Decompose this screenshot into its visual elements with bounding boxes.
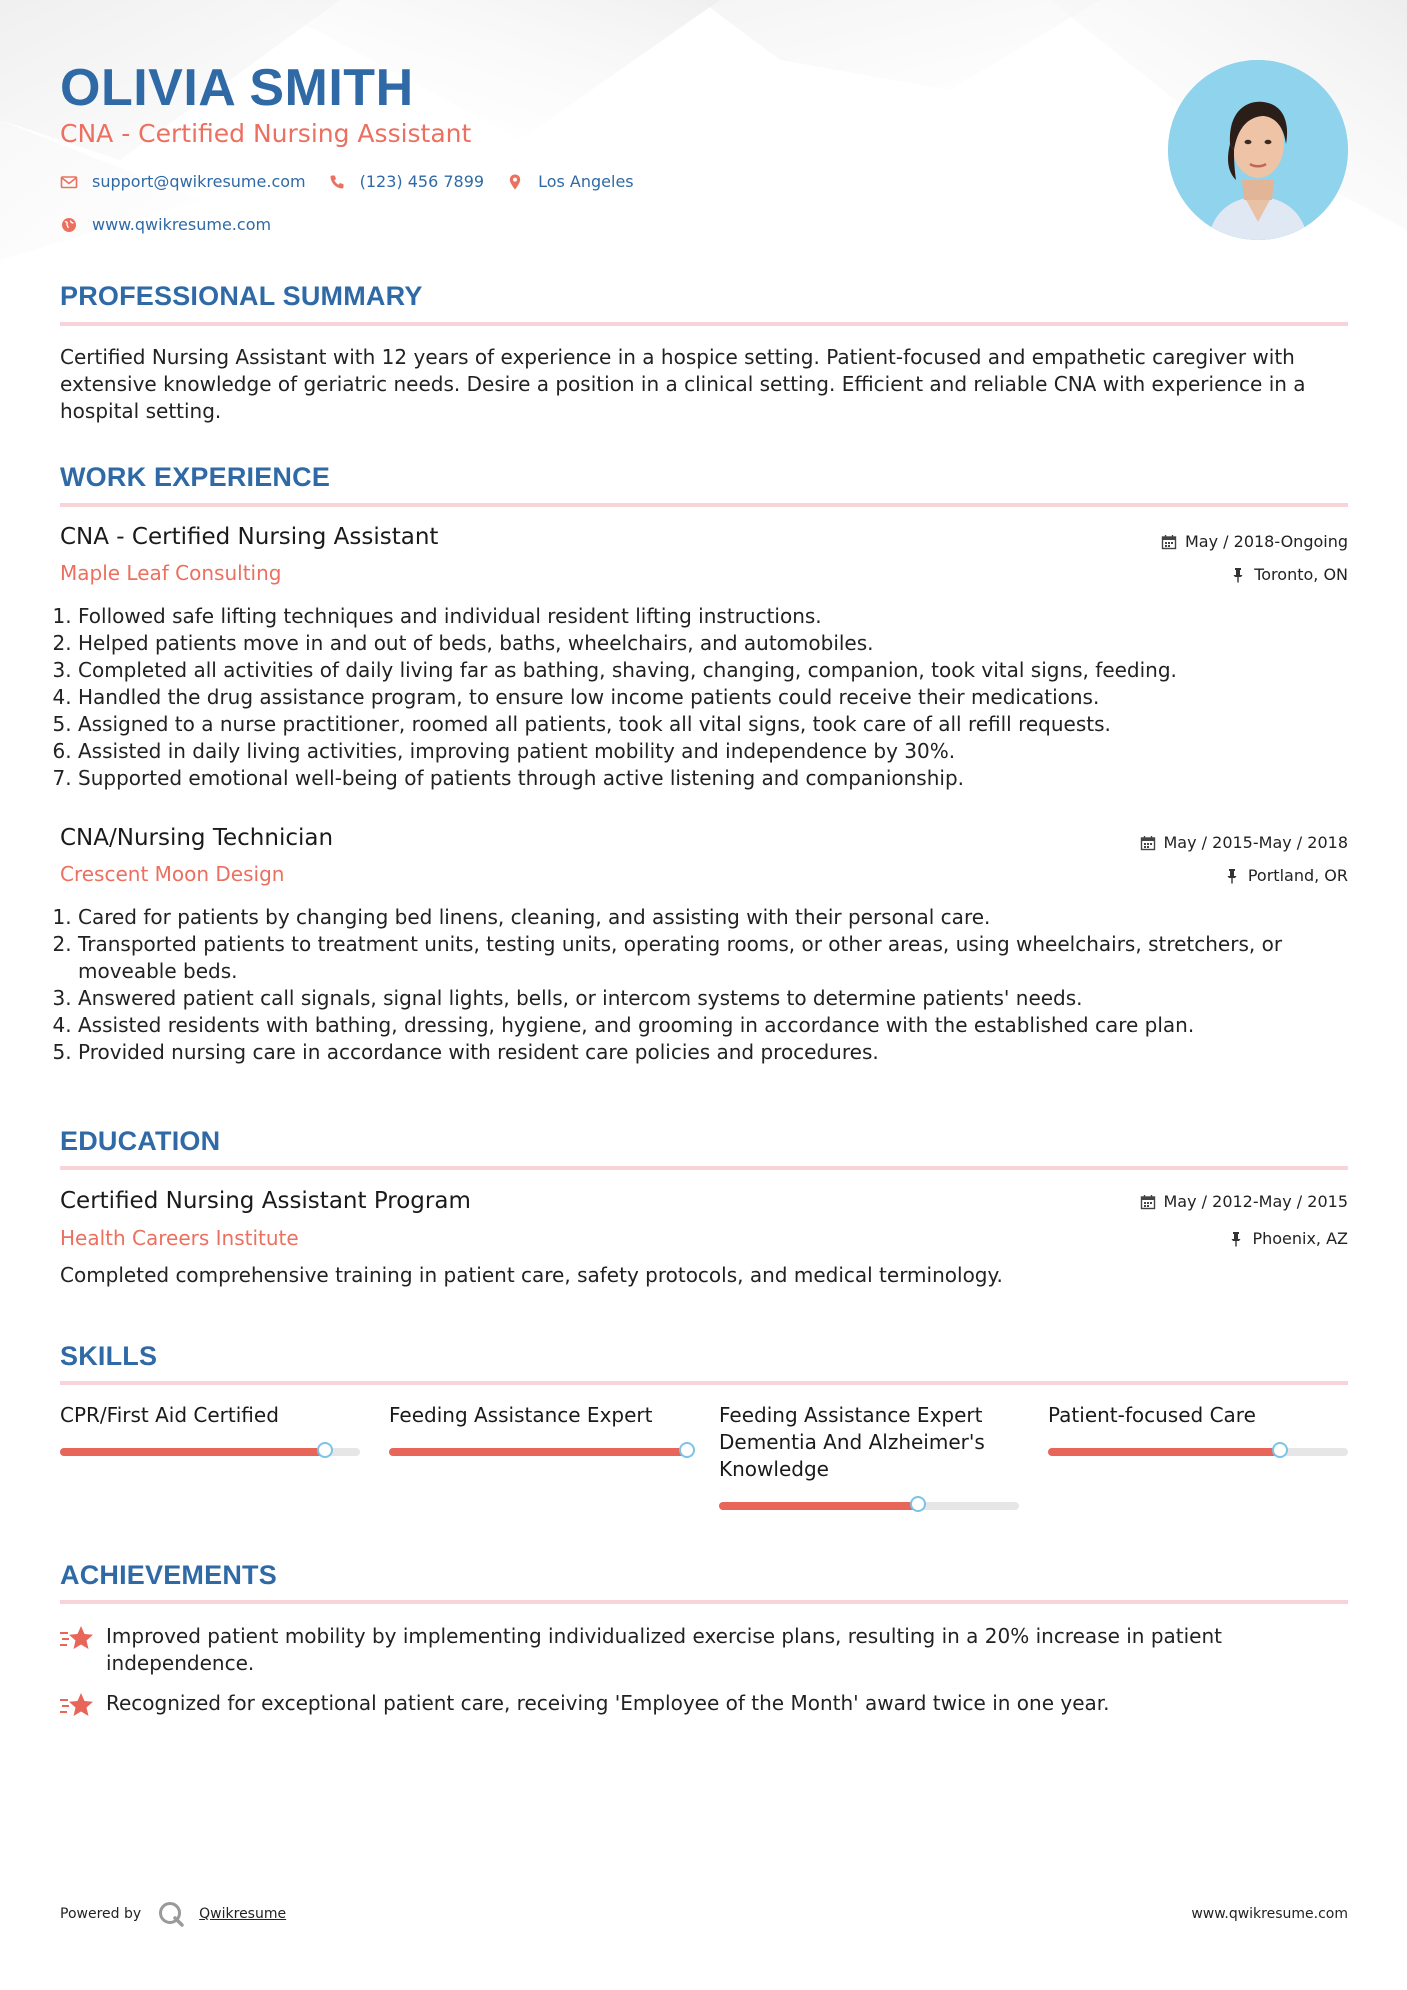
job-bullets [60,603,1366,792]
list-item: 4. Assisted residents with bathing, dressing, hygiene, and grooming in accordance with the established care plan. [78,1012,1366,1039]
profile-photo [1168,60,1348,240]
location-text: Los Angeles [538,172,634,191]
candidate-title: CNA - Certified Nursing Assistant [60,119,472,148]
skill-level-bar [389,1448,689,1456]
job-title: CNA/Nursing Technician [60,825,334,851]
job-dates [1161,532,1348,551]
skill-level-bar [719,1502,1019,1510]
contact-email[interactable] [60,172,306,191]
phone-text: (123) 456 7899 [359,172,485,191]
calendar-icon [1161,534,1177,550]
list-item: 2. Helped patients move in and out of beds, baths, wheelchairs, and automobiles. [78,630,1366,657]
experience-heading: WORK EXPERIENCE [60,462,331,492]
achievement-item [60,1690,1348,1720]
skill-level-fill [1048,1448,1282,1456]
job-location-text: Portland, OR [1247,866,1348,885]
achievements-divider [60,1600,1348,1604]
achievement-text: Improved patient mobility by implementing individualized exercise plans, resulting in a 20% increase in patient independence. [106,1624,1222,1675]
list-item: 5. Assigned to a nurse practitioner, roomed all patients, took all vital signs, took care of all refill requests. [78,711,1366,738]
achievements-heading: ACHIEVEMENTS [60,1560,277,1590]
education-description: Completed comprehensive training in patient care, safety protocols, and medical terminology. [60,1263,1003,1287]
education-location [1228,1229,1348,1248]
list-item: 3. Completed all activities of daily living far as bathing, shaving, changing, companion, took vital signs, feeding. [78,657,1366,684]
footer-website[interactable]: www.qwikresume.com [1191,1906,1348,1922]
achievement-text: Recognized for exceptional patient care, receiving 'Employee of the Month' award twice in one year. [106,1691,1110,1715]
pin-icon [1230,567,1246,583]
skill-item [60,1402,360,1429]
contact-website[interactable] [60,215,271,234]
skill-name: Feeding Assistance Expert [389,1403,653,1427]
skill-level-fill [719,1502,920,1510]
job-dates-text: May / 2015-May / 2018 [1163,833,1348,852]
skill-item [389,1402,689,1429]
list-item: 1. Followed safe lifting techniques and individual resident lifting instructions. [78,603,1366,630]
job-location-text: Toronto, ON [1254,565,1348,584]
pin-icon [1228,1231,1244,1247]
list-item: 4. Handled the drug assistance program, to ensure low income patients could receive their medications. [78,684,1366,711]
job-dates-text: May / 2018-Ongoing [1185,532,1348,551]
star-award-icon [60,1623,94,1653]
skill-level-knob [317,1442,333,1458]
skill-level-fill [60,1448,327,1456]
job-company: Crescent Moon Design [60,862,285,886]
skill-name: CPR/First Aid Certified [60,1403,279,1427]
education-divider [60,1166,1348,1170]
skill-name: Patient-focused Care [1048,1403,1256,1427]
list-item: 7. Supported emotional well-being of patients through active listening and companionship. [78,765,1366,792]
achievement-item [60,1623,1348,1677]
job-company: Maple Leaf Consulting [60,561,282,585]
brand-link[interactable]: Qwikresume [199,1906,287,1922]
job-bullets [60,904,1366,1066]
footer-powered-by [60,1900,286,1928]
list-item: 5. Provided nursing care in accordance with resident care policies and procedures. [78,1039,1366,1066]
envelope-icon [60,173,78,191]
education-school: Health Careers Institute [60,1226,299,1250]
education-location-text: Phoenix, AZ [1252,1229,1348,1248]
education-program: Certified Nursing Assistant Program [60,1188,471,1214]
email-text: support@qwikresume.com [92,172,306,191]
calendar-icon [1140,1194,1156,1210]
list-item: 2. Transported patients to treatment units, testing units, operating rooms, or other areas, using wheelchairs, stretchers, or moveable beds. [78,931,1366,985]
skills-divider [60,1381,1348,1385]
skill-level-knob [1272,1442,1288,1458]
skill-level-knob [679,1442,695,1458]
contact-location [506,172,634,191]
contact-row [60,172,656,191]
summary-text: Certified Nursing Assistant with 12 years of experience in a hospice setting. Patient-focused and empathetic caregiver with extensive knowledge of geriatric needs. Desire a position in a clinical setting. Efficient and reliable CNA with experience in a hospital setting. [60,345,1306,423]
candidate-name: OLIVIA SMITH [60,59,414,117]
list-item: 1. Cared for patients by changing bed linens, cleaning, and assisting with their personal care. [78,904,1366,931]
skill-item [1048,1402,1348,1429]
globe-icon [60,216,78,234]
list-item: 6. Assisted in daily living activities, improving patient mobility and independence by 30%. [78,738,1366,765]
contact-phone[interactable] [328,172,484,191]
contact-row-2 [60,215,293,234]
website-text: www.qwikresume.com [92,215,272,234]
star-award-icon [60,1690,94,1720]
education-heading: EDUCATION [60,1126,221,1156]
summary-heading: PROFESSIONAL SUMMARY [60,281,423,311]
calendar-icon [1140,835,1156,851]
job-title: CNA - Certified Nursing Assistant [60,524,439,550]
skill-level-bar [1048,1448,1348,1456]
profile-photo-illustration [1168,60,1348,240]
skill-level-fill [389,1448,689,1456]
phone-icon [328,173,346,191]
pin-icon [1224,868,1240,884]
job-dates [1140,833,1349,852]
education-dates-text: May / 2012-May / 2015 [1163,1192,1348,1211]
skill-level-bar [60,1448,360,1456]
job-location [1224,866,1348,885]
skill-level-knob [910,1496,926,1512]
map-pin-icon [506,173,524,191]
powered-by-label: Powered by [60,1906,142,1922]
skills-heading: SKILLS [60,1341,158,1371]
qwikresume-logo-icon [157,1900,185,1928]
job-location [1230,565,1348,584]
skill-name: Feeding Assistance Expert Dementia And Alzheimer's Knowledge [719,1403,985,1481]
list-item: 3. Answered patient call signals, signal lights, bells, or intercom systems to determine patients' needs. [78,985,1366,1012]
skill-item [719,1402,1019,1483]
experience-divider [60,503,1348,507]
summary-divider [60,322,1348,326]
education-dates [1140,1192,1349,1211]
